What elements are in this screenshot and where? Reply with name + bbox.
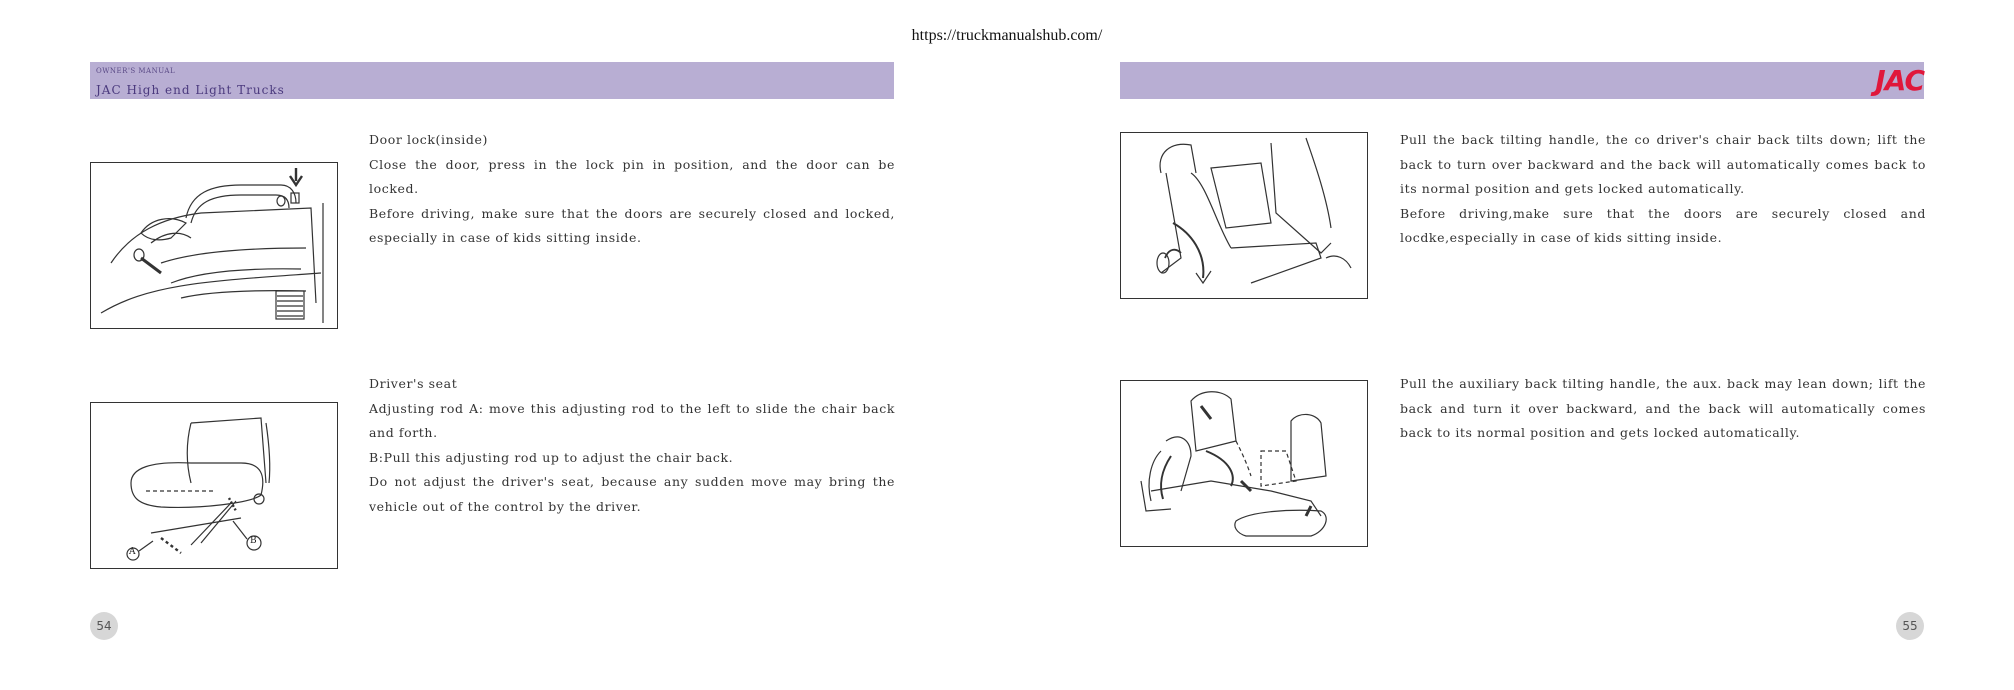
drivers-seat-line-2: B:Pull this adjusting rod up to adjust the chair back. — [369, 449, 734, 465]
door-lock-line-1: Close the door, press in the lock pin in position, and the door can be locked. — [369, 156, 895, 196]
jac-logo-text: JAC — [1875, 64, 1924, 97]
source-url[interactable]: https://truckmanualshub.com/ — [911, 27, 1103, 44]
jac-logo — [1875, 62, 1924, 99]
door-lock-figure — [90, 162, 338, 329]
co-driver-seat-figure — [1120, 132, 1368, 299]
manual-subtitle: JAC High end Light Trucks — [96, 83, 285, 97]
co-driver-seat-text — [1400, 128, 1926, 251]
page-number-right: 55 — [1896, 612, 1924, 640]
door-lock-line-2: Before driving, make sure that the doors are securely closed and locked, especially in case of kids sitting inside. — [369, 205, 895, 245]
drivers-seat-line-1: Adjusting rod A: move this adjusting rod to the left to slide the chair back and forth. — [369, 400, 895, 440]
door-lock-title: Door lock(inside) — [369, 132, 488, 147]
co-driver-line-2: Before driving,make sure that the doors are securely closed and locdke,especially in case of kids sitting inside. — [1400, 205, 1926, 245]
seat-label-a: A — [129, 547, 136, 557]
drivers-seat-figure — [90, 402, 338, 569]
seat-label-b: B — [250, 536, 257, 546]
aux-seat-line-1: Pull the auxiliary back tilting handle, the aux. back may lean down; lift the back and turn it over backward, and the back will automatically comes back to its normal position and gets locked automatically. — [1400, 376, 1926, 440]
drivers-seat-title: Driver's seat — [369, 376, 458, 391]
aux-seat-text — [1400, 372, 1926, 446]
co-driver-line-1: Pull the back tilting handle, the co driver's chair back tilts down; lift the back to turn over backward and the back will automatically comes back to its normal position and gets locked automatically. — [1400, 132, 1926, 196]
owners-manual-label: OWNER'S MANUAL — [96, 67, 176, 75]
drivers-seat-text — [369, 372, 895, 519]
page-number-left: 54 — [90, 612, 118, 640]
aux-seat-figure — [1120, 380, 1368, 547]
right-header-band — [1120, 62, 1924, 99]
drivers-seat-line-3: Do not adjust the driver's seat, because any sudden move may bring the vehicle out of the control by the driver. — [369, 474, 895, 514]
door-lock-text — [369, 128, 895, 251]
